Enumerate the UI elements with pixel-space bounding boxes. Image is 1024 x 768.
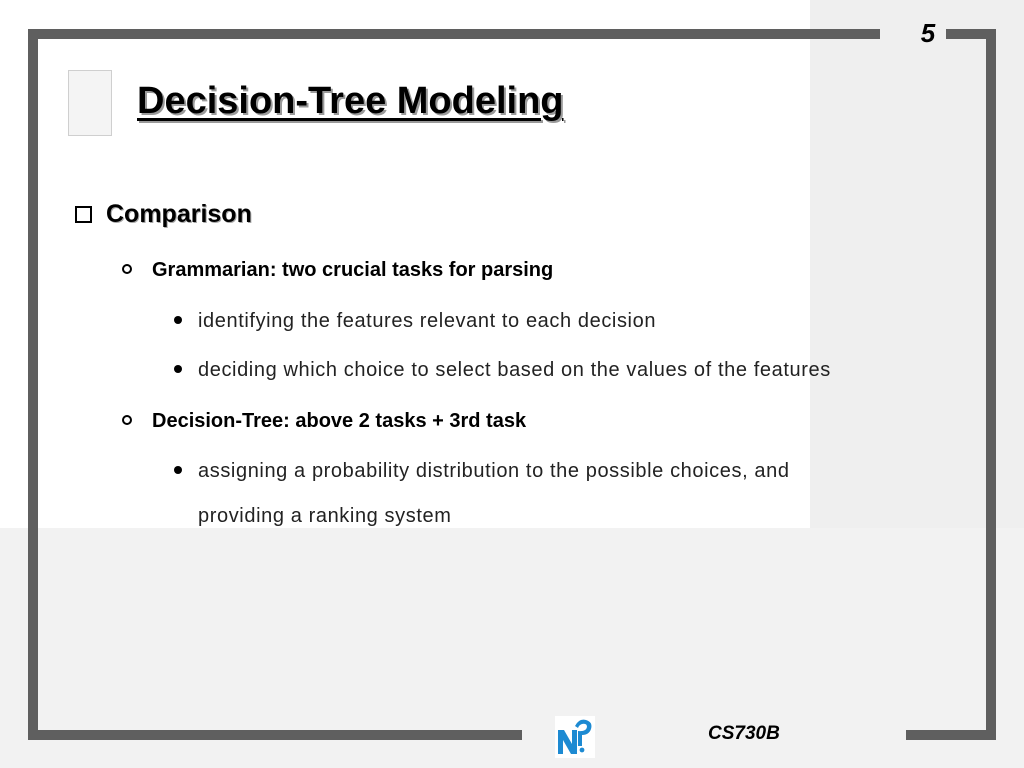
square-bullet-icon [75,206,92,223]
list-item-text: Grammarian: two crucial tasks for parsing [152,259,554,281]
sub-list-item-text: identifying the features relevant to each decision [198,310,657,332]
frame-left-bar [28,29,38,740]
sub-list-item [174,460,790,483]
sub-list-item-text: assigning a probability distribution to the possible choices, and [198,460,790,482]
sub-list-item [174,310,656,333]
dot-bullet-icon [174,466,182,474]
list-item-text: Decision-Tree: above 2 tasks + 3rd task [152,410,527,432]
heading-comparison [75,200,252,229]
nlp-lab-logo-icon [555,716,595,758]
ring-bullet-icon [122,264,132,274]
frame-bottom-bar [28,730,522,740]
ring-bullet-icon [122,415,132,425]
frame-bottom-right-bar [906,730,996,740]
slide-number: 5 [920,18,936,48]
course-code: CS730B [708,723,780,744]
frame-top-bar [28,29,880,39]
sub-list-item-text: deciding which choice to select based on the values of the features [198,359,831,381]
slide-title: Decision-Tree Modeling [137,80,564,122]
heading-text: Comparison [106,200,252,228]
title-accent-square [68,70,112,136]
frame-right-bar [986,29,996,740]
dot-bullet-icon [174,365,182,373]
list-item [122,259,553,282]
sub-list-item [174,359,831,382]
sub-list-item-continuation: providing a ranking system [198,505,452,527]
dot-bullet-icon [174,316,182,324]
list-item [122,410,526,433]
